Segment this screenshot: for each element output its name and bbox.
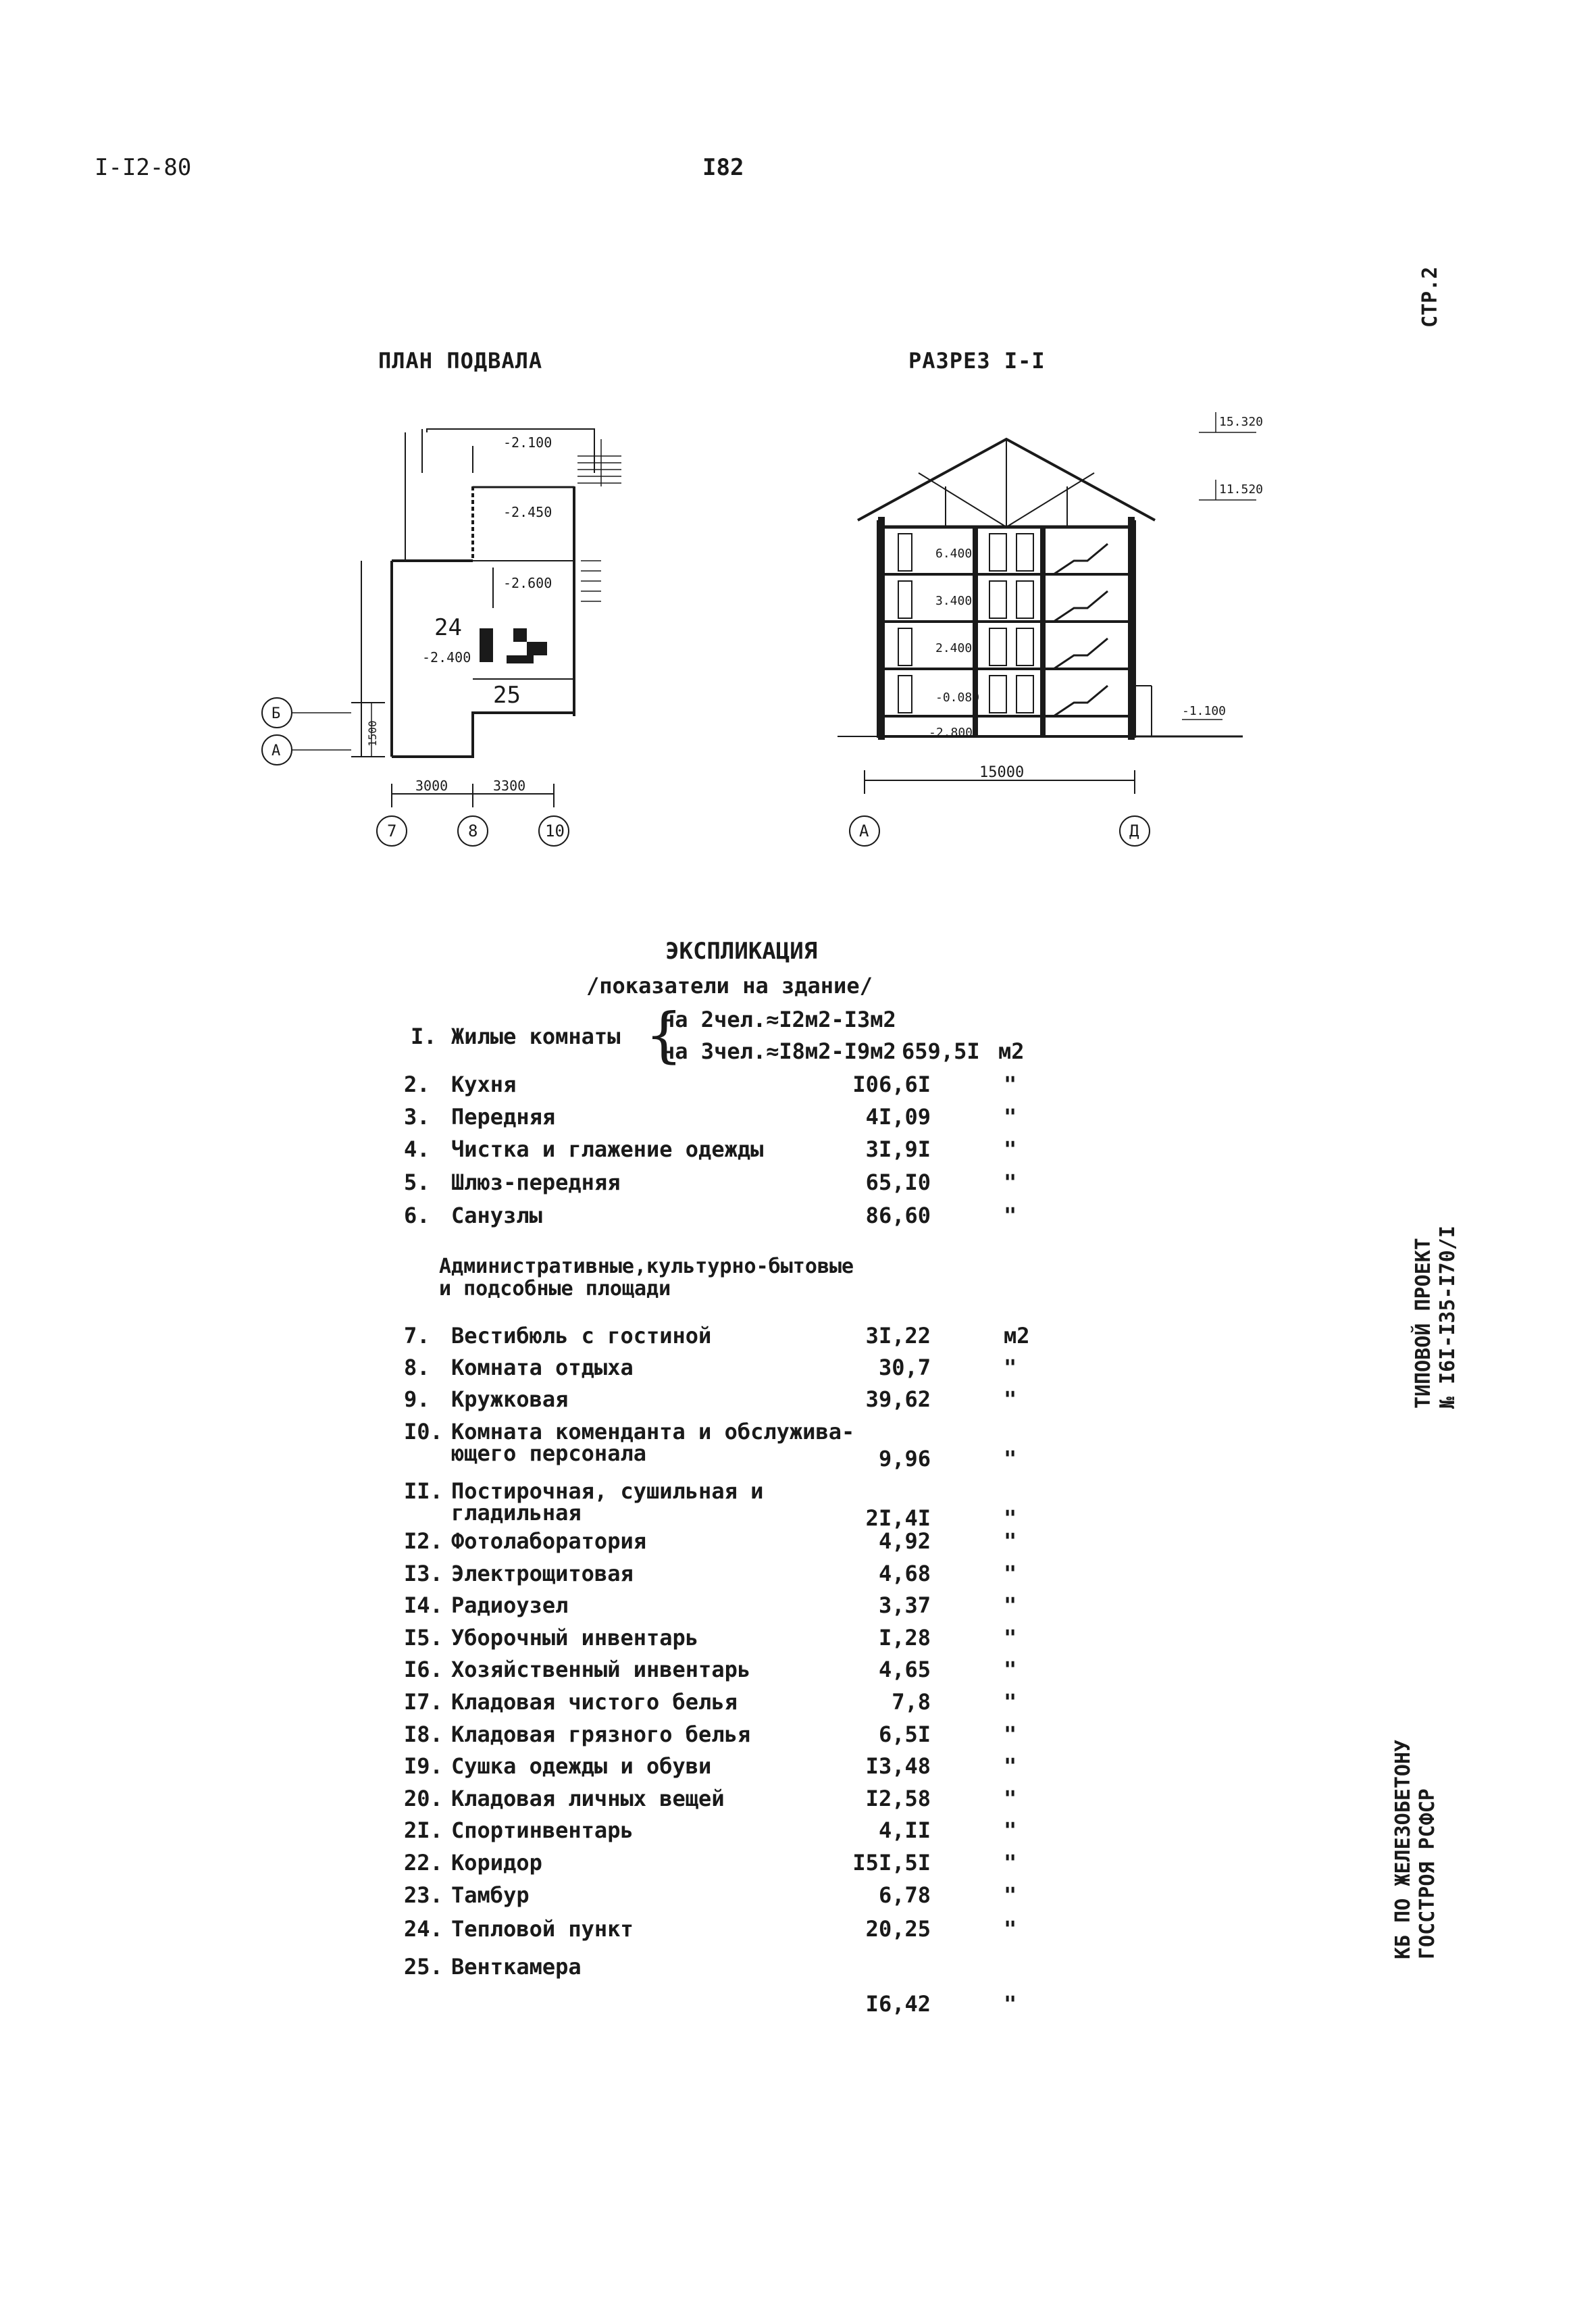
item-number: 7. (404, 1323, 430, 1349)
item-value: I,28 (878, 1625, 931, 1651)
item-unit: " (1004, 1072, 1017, 1097)
section-mark-5: 3.400 (935, 594, 973, 608)
plan-axis-7: 7 (387, 822, 397, 840)
item-value: 6,78 (878, 1882, 931, 1908)
item-name: Сушка одежды и обуви (451, 1753, 712, 1779)
item-number: I5. (404, 1625, 443, 1651)
item-name: Кладовая личных вещей (451, 1786, 725, 1811)
item-unit: " (1004, 1592, 1017, 1618)
item-unit: " (1004, 1916, 1017, 1942)
item-unit: " (1004, 1625, 1017, 1651)
plan-mark-2: -2.450 (503, 504, 552, 520)
item-number: 5. (404, 1169, 430, 1195)
item-value: 86,60 (865, 1203, 931, 1228)
item1-option-2: на 3чел.≈I8м2-I9м2 (662, 1038, 896, 1064)
item-name: Тамбур (451, 1882, 530, 1908)
item-name: Постирочная, сушильная и (451, 1478, 764, 1504)
section-title: РАЗРЕЗ I-I (908, 348, 1046, 374)
item-value: 65,I0 (865, 1169, 931, 1195)
item-name: Шлюз-передняя (451, 1169, 621, 1195)
item-unit: " (1004, 1817, 1017, 1843)
item-value: 3,37 (878, 1592, 931, 1618)
item-name: Электрощитовая (451, 1561, 634, 1586)
item-number: 9. (404, 1386, 430, 1412)
section-drawing (838, 405, 1283, 872)
item-name: Хозяйственный инвентарь (451, 1657, 751, 1682)
plan-dim-2: 3300 (493, 778, 526, 794)
item-name: Передняя (451, 1104, 556, 1130)
item-number: 20. (404, 1786, 443, 1811)
explication-title: ЭКСПЛИКАЦИЯ (665, 938, 818, 965)
item-unit: " (1004, 1721, 1017, 1747)
item-name: Комната отдыха (451, 1355, 634, 1380)
item-name: Коридор (451, 1850, 542, 1876)
item-unit: м2 (1004, 1323, 1030, 1349)
item-value: 659,5I (902, 1038, 980, 1064)
item-number: 3. (404, 1104, 430, 1130)
section-lines (838, 412, 1256, 846)
item-name: Уборочный инвентарь (451, 1625, 699, 1651)
item-value: I6,42 (865, 1991, 931, 2017)
section-mark-4: 6.400 (935, 547, 973, 561)
plan-axis-a: А (272, 743, 281, 759)
item-name: Вестибюль с гостиной (451, 1323, 712, 1349)
item-number: 2. (404, 1072, 430, 1097)
plan-axis-10: 10 (545, 822, 565, 840)
item-unit: " (1004, 1505, 1017, 1531)
item-name: Тепловой пункт (451, 1916, 634, 1942)
item-unit: " (1004, 1355, 1017, 1380)
item-value: 4,II (878, 1817, 931, 1843)
item-value: 30,7 (878, 1355, 931, 1380)
room-number-24: 24 (434, 614, 462, 641)
item-value: 39,62 (865, 1386, 931, 1412)
item-value: 6,5I (878, 1721, 931, 1747)
item-unit: " (1004, 1689, 1017, 1715)
section-mark-8: -2.800 (929, 726, 973, 740)
item-number: I. (411, 1024, 437, 1049)
item-unit: " (1004, 1136, 1017, 1162)
item-value: 4I,09 (865, 1104, 931, 1130)
explication-subtitle: /показатели на здание/ (586, 973, 873, 999)
item-number: I7. (404, 1689, 443, 1715)
item-number: I8. (404, 1721, 443, 1747)
section-mark-7: -0.080 (935, 690, 980, 705)
item-name: Чистка и глажение одежды (451, 1136, 764, 1162)
item-name: Санузлы (451, 1203, 542, 1228)
section-mark-3: -1.100 (1182, 704, 1227, 718)
item-value: 4,68 (878, 1561, 931, 1586)
plan-mark-3: -2.600 (503, 575, 552, 591)
basement-plan (243, 405, 662, 872)
item-value: 4,92 (878, 1528, 931, 1554)
item-unit: " (1004, 1528, 1017, 1554)
item-name: Кухня (451, 1072, 517, 1097)
section-dim: 15000 (979, 764, 1025, 781)
plan-dim-1: 3000 (415, 778, 448, 794)
item-unit: " (1004, 1786, 1017, 1811)
item-number: 22. (404, 1850, 443, 1876)
item-number: 8. (404, 1355, 430, 1380)
item-unit: м2 (998, 1038, 1025, 1064)
item-value: I5I,5I (852, 1850, 931, 1876)
item-name: Венткамера (451, 1954, 582, 1980)
item-name-continued: гладильная (451, 1500, 582, 1526)
item-number: 2I. (404, 1817, 443, 1843)
plan-axis-b: Б (272, 705, 281, 722)
room-number-25: 25 (493, 682, 521, 709)
organization-label: КБ ПО ЖЕЛЕЗОБЕТОНУ ГОССТРОЯ РСФСР (1391, 1739, 1439, 1959)
item-value: 2I,4I (865, 1505, 931, 1531)
item-value: I06,6I (852, 1072, 931, 1097)
item-unit: " (1004, 1169, 1017, 1195)
item-value: I3,48 (865, 1753, 931, 1779)
item-value: 4,65 (878, 1657, 931, 1682)
item-number: I2. (404, 1528, 443, 1554)
item-number: II. (404, 1478, 443, 1504)
item-value: 7,8 (892, 1689, 931, 1715)
group-title-1: Административные,культурно-бытовые (439, 1255, 854, 1278)
item1-option-1: на 2чел.≈I2м2-I3м2 (662, 1007, 896, 1032)
brace-symbol: { (645, 1000, 683, 1070)
item-unit: " (1004, 1657, 1017, 1682)
item-unit: " (1004, 1561, 1017, 1586)
item-unit: " (1004, 1882, 1017, 1908)
section-mark-2: 11.520 (1219, 482, 1264, 497)
item-name: Кружковая (451, 1386, 569, 1412)
item-name: Кладовая чистого белья (451, 1689, 738, 1715)
group-title-2: и подсобные площади (439, 1277, 671, 1301)
plan-mark-4: -2.400 (422, 649, 471, 665)
project-label: ТИПОВОЙ ПРОЕКТ № I6I-I35-I70/I (1412, 1226, 1460, 1409)
plan-mark-1: -2.100 (503, 434, 552, 451)
plan-axis-8: 8 (468, 822, 478, 840)
sheet-label: СТР.2 (1418, 266, 1442, 328)
item-number: I3. (404, 1561, 443, 1586)
item-unit: " (1004, 1753, 1017, 1779)
item-unit: " (1004, 1386, 1017, 1412)
item-number: I9. (404, 1753, 443, 1779)
item-number: 24. (404, 1916, 443, 1942)
item-value: 20,25 (865, 1916, 931, 1942)
page-number: I82 (702, 154, 744, 181)
item-unit: " (1004, 1203, 1017, 1228)
item-value: I2,58 (865, 1786, 931, 1811)
item-name: Спортинвентарь (451, 1817, 634, 1843)
item-number: I4. (404, 1592, 443, 1618)
item-number: I0. (404, 1419, 443, 1444)
item-value: 9,96 (878, 1446, 931, 1472)
item-unit: " (1004, 1446, 1017, 1472)
item-number: 25. (404, 1954, 443, 1980)
section-mark-1: 15.320 (1219, 415, 1264, 429)
item-number: 23. (404, 1882, 443, 1908)
section-mark-6: 2.400 (935, 641, 973, 655)
item-unit: " (1004, 1850, 1017, 1876)
item-number: 6. (404, 1203, 430, 1228)
item-name-continued: ющего персонала (451, 1440, 646, 1466)
item-name: Жилые комнаты (451, 1024, 621, 1049)
item-name: Кладовая грязного белья (451, 1721, 751, 1747)
item-name: Фотолаборатория (451, 1528, 646, 1554)
section-axis-a: А (859, 822, 869, 840)
item-number: 4. (404, 1136, 430, 1162)
plan-dim-3: 1500 (366, 720, 379, 747)
plan-title: ПЛАН ПОДВАЛА (378, 348, 543, 374)
item-unit: " (1004, 1991, 1017, 2017)
section-axis-d: Д (1129, 822, 1139, 840)
item-number: I6. (404, 1657, 443, 1682)
doc-code: I-I2-80 (95, 154, 192, 181)
item-value: 3I,22 (865, 1323, 931, 1349)
item-name: Комната коменданта и обслужива- (451, 1419, 855, 1444)
item-name: Радиоузел (451, 1592, 569, 1618)
item-value: 3I,9I (865, 1136, 931, 1162)
item-unit: " (1004, 1104, 1017, 1130)
